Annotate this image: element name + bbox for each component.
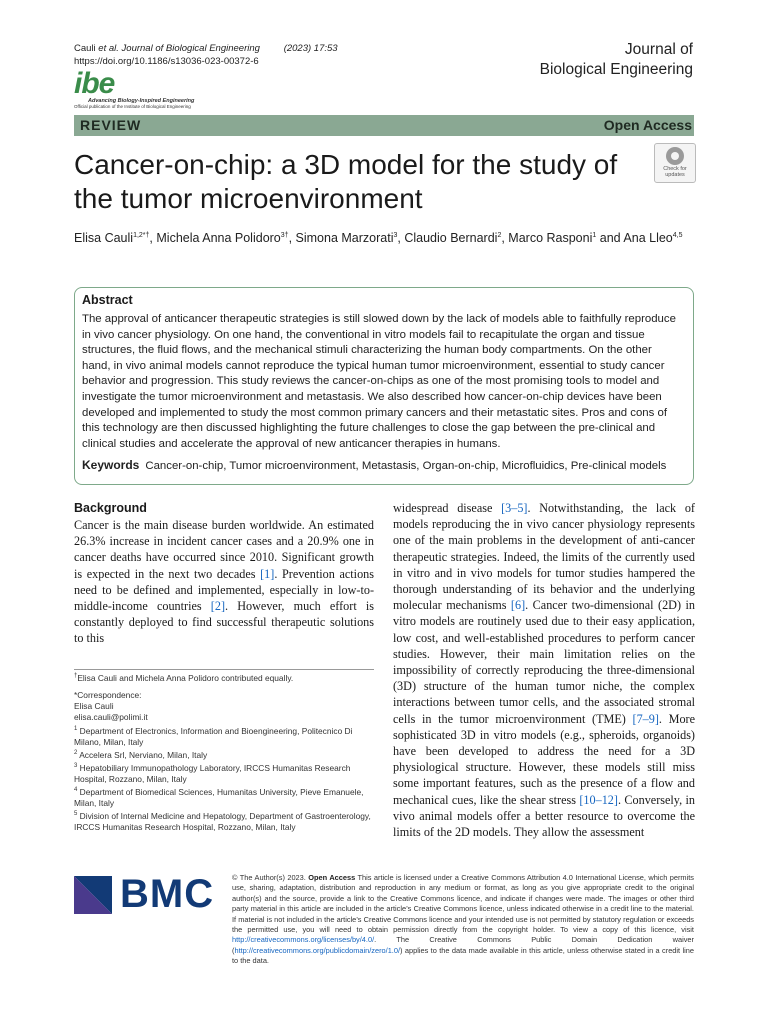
license-copyright: © The Author(s) 2023. — [232, 873, 309, 882]
body-text: . Notwithstanding, the lack of models reproducing the in vivo cancer physiology represents one of the main problems in the development of anti-cancer therapeutic strategies. Indeed, the limits of the currently used in vitro and in vivo models for tumor studies hampered the thorough understanding of its behavior and the underlying molecular mechanisms — [393, 501, 695, 613]
bmc-logo-mark-icon — [74, 876, 112, 914]
body-text: . Prevention actions need to be defined and implemented, especially in low-to-middle-income countries — [74, 566, 374, 614]
license-text — [232, 873, 694, 967]
citation-ref[interactable]: [7–9] — [632, 711, 659, 726]
author-affiliation: 3 — [393, 232, 398, 239]
citation-ref[interactable]: [1] — [260, 566, 275, 581]
affiliation-text: Accelera Srl, Nerviano, Milan, Italy — [77, 749, 208, 760]
citation-etal: et al. — [98, 43, 122, 54]
background-text-left — [74, 517, 374, 647]
author-affiliation: 2 — [497, 232, 502, 239]
affiliation-number: 3 — [74, 762, 78, 769]
body-text: . Conversely, in vivo animal models offer a better resource to overcome the limits of the 2D models. They allow the assessment — [393, 792, 695, 840]
affiliation-5 — [74, 809, 374, 833]
ibe-logo — [74, 67, 204, 110]
license-link[interactable]: http://creativecommons.org/licenses/by/4.0/ — [232, 935, 375, 945]
open-access-label: Open Access — [603, 117, 692, 133]
citation-year: (2023) 17:53 — [283, 43, 338, 54]
license-body: . The Creative Commons Public Domain Dedication waiver ( — [232, 935, 694, 955]
author-list: Elisa Cauli$^{1,2*\dagger}$, Michela Anna Polidoro$^{3\dagger}$, Simona Marzorati$^3$, Claudio Bernardi$^2$, Marco Rasponi$^1$ and Ana Lleo$^{4,5}$ — [74, 231, 683, 246]
body-text: Cancer is the main disease burden worldwide. An estimated 26.3% increase in incident cancer cases and a 20.9% one in cancer deaths have occurred since 2010. Significant growth is expected in the next two decades — [74, 518, 374, 581]
ibe-logo-subtagline: Official publication of the Institute of Biological Engineering — [74, 104, 191, 109]
license-body: This article is licensed under a Creative Commons Attribution 4.0 International License, which permits use, sharing, adaptation, distribution and reproduction in any medium or format, as long as you give appropriate credit to the original author(s) and the source, provide a link to the Creative Commons licence, and indicate if changes were made. The images or other third party material in this article are included in the article’s Creative Commons licence, unless indicated otherwise in a credit line to the material. If material is not included in the article’s Creative Commons licence and your intended use is not permitted by statutory regulation or exceeds the permitted use, you will need to obtain permission directly from the copyright holder. To view a copy of this licence, visit — [232, 873, 694, 935]
journal-name-line2: Biological Engineering — [539, 61, 693, 78]
citation-author: Cauli — [74, 43, 99, 54]
license-open-access: Open Access — [308, 873, 356, 882]
affiliation-number: 2 — [74, 749, 78, 756]
ibe-logo-tagline: Advancing Biology-Inspired Engineering — [88, 98, 195, 104]
affiliation-number: 5 — [74, 811, 78, 818]
license-link[interactable]: http://creativecommons.org/publicdomain/zero/1.0/ — [234, 945, 401, 955]
doi-link[interactable]: https://doi.org/10.1186/s13036-023-00372-6 — [74, 56, 259, 67]
body-text: . Cancer two-dimensional (2D) in vitro models are routinely used due to their easy application, low cost, and well-established procedures to perform cancer studies. However, their main limitation relies on the impossibility of correctly reproducing the three-dimensional (3D) structure of the human tumor niche, the complex interactions between tumor cells, and the associated stromal cells in the tumor microenvironment (TME) — [393, 598, 695, 726]
body-text: . However, much effort is constantly deployed to find successful therapeutic solutions to this — [74, 599, 374, 646]
abstract-text: The approval of anticancer therapeutic strategies is still slowed down by the lack of models able to faithfully reproduce in vivo cancer physiology. On one hand, the conventional in vitro models fail to recapitulate the organ and tissue structures, the fluid flows, and the mechanical stimuli characterizing the human body compartments. On the other hand, in vivo animal models cannot reproduce the typical human tumor microenvironment, essential to study cancer behavior and progression. This study reviews the cancer-on-chips as one of the most promising tools to model and investigate the tumor microenvironment and metastasis. We also described how cancer-on-chip devices have been developed and implemented to study the most common primary cancers and their metastatic sites. Pros and cons of this technology are then discussed highlighting the future challenges to close the gap between the pre-clinical and clinical studies and accelerate the approval of new anticancer therapies in humans. — [82, 313, 676, 450]
affiliation-text: Hepatobiliary Immunopathology Laboratory, IRCCS Humanitas Research Hospital, Rozzano, Milan, Italy — [74, 762, 351, 784]
ibe-logo-text: ibe — [74, 67, 115, 100]
body-text: widespread disease — [393, 501, 502, 515]
abstract-heading: Abstract — [82, 293, 133, 307]
background-text-right — [393, 500, 695, 840]
keywords-list: Cancer-on-chip, Tumor microenvironment, Metastasis, Organ-on-chip, Microfluidics, Pre-clinical models — [145, 460, 667, 472]
affiliation-text: Division of Internal Medicine and Hepatology, Department of Gastroenterology, IRCCS Humanitas Research Hospital, Rozzano, Milan, Italy — [74, 811, 371, 833]
body-text: . More sophisticated 3D in vitro models (e.g., spheroids, organoids) have been developed to address the need for a 3D physiological structure. However, these models still miss some important features, such as the presence of a flow and mechanical cues, like the shear stress — [393, 711, 696, 807]
author-affiliation: 1 — [592, 232, 597, 239]
check-updates-line2: updates — [665, 172, 685, 178]
check-for-updates-badge[interactable] — [654, 143, 696, 183]
affiliation-4 — [74, 785, 374, 809]
affiliation-text: Department of Electronics, Information and Bioengineering, Politecnico Di Milano, Milan, Italy — [74, 725, 353, 747]
journal-name — [540, 40, 693, 80]
check-updates-line1: Check for — [663, 166, 687, 172]
citation-journal: Journal of Biological Engineering — [121, 43, 260, 54]
correspondence-email[interactable]: elisa.cauli@polimi.it — [74, 712, 148, 723]
article-title: Cancer-on-chip: a 3D model for the study of the tumor microenvironment — [74, 149, 618, 214]
equal-contribution-note — [74, 671, 374, 684]
check-updates-icon — [666, 147, 684, 165]
affiliation-number: 4 — [74, 787, 78, 794]
author-name[interactable]: Elisa Cauli — [74, 231, 134, 246]
correspondence-label: *Correspondence: — [74, 690, 142, 700]
affiliation-3 — [74, 761, 374, 785]
dagger-mark: † — [74, 673, 78, 679]
correspondence-name: Elisa Cauli — [74, 701, 114, 712]
footnote-divider — [74, 669, 374, 670]
bmc-logo-text: BMC — [120, 872, 215, 916]
author-name[interactable]: Marco Rasponi — [508, 231, 593, 246]
author-name[interactable]: Claudio Bernardi — [404, 231, 498, 246]
footnotes — [74, 671, 374, 833]
article-type-bar — [74, 115, 694, 136]
author-affiliation: 4,5 — [672, 232, 683, 239]
author-affiliation: 1,2*† — [133, 232, 150, 239]
equal-contribution-text: Elisa Cauli and Michela Anna Polidoro contributed equally. — [77, 672, 294, 683]
citation-ref[interactable]: [10–12] — [579, 792, 618, 807]
article-type-label: REVIEW — [80, 117, 142, 133]
journal-name-line1: Journal of — [624, 41, 693, 58]
author-affiliation: 3† — [280, 232, 289, 239]
author-name[interactable]: Simona Marzorati — [295, 231, 394, 246]
author-name[interactable]: Ana Lleo — [623, 231, 673, 246]
author-name[interactable]: Michela Anna Polidoro — [156, 231, 281, 246]
license-body: ) applies to the data made available in this article, unless otherwise stated in a credit line to the data. — [232, 945, 694, 966]
background-heading: Background — [74, 501, 147, 515]
keywords-label: Keywords — [82, 458, 140, 472]
citation-header — [74, 42, 338, 68]
affiliation-1 — [74, 724, 374, 748]
keywords — [82, 458, 682, 474]
affiliation-number: 1 — [74, 725, 78, 732]
citation-ref[interactable]: [6] — [510, 598, 526, 613]
citation-ref[interactable]: [3–5] — [501, 501, 528, 515]
bmc-logo — [74, 872, 215, 916]
affiliation-text: Department of Biomedical Sciences, Humanitas University, Pieve Emanuele, Milan, Italy — [74, 786, 364, 809]
citation-ref[interactable]: [2] — [210, 599, 226, 614]
affiliation-2 — [74, 748, 374, 761]
